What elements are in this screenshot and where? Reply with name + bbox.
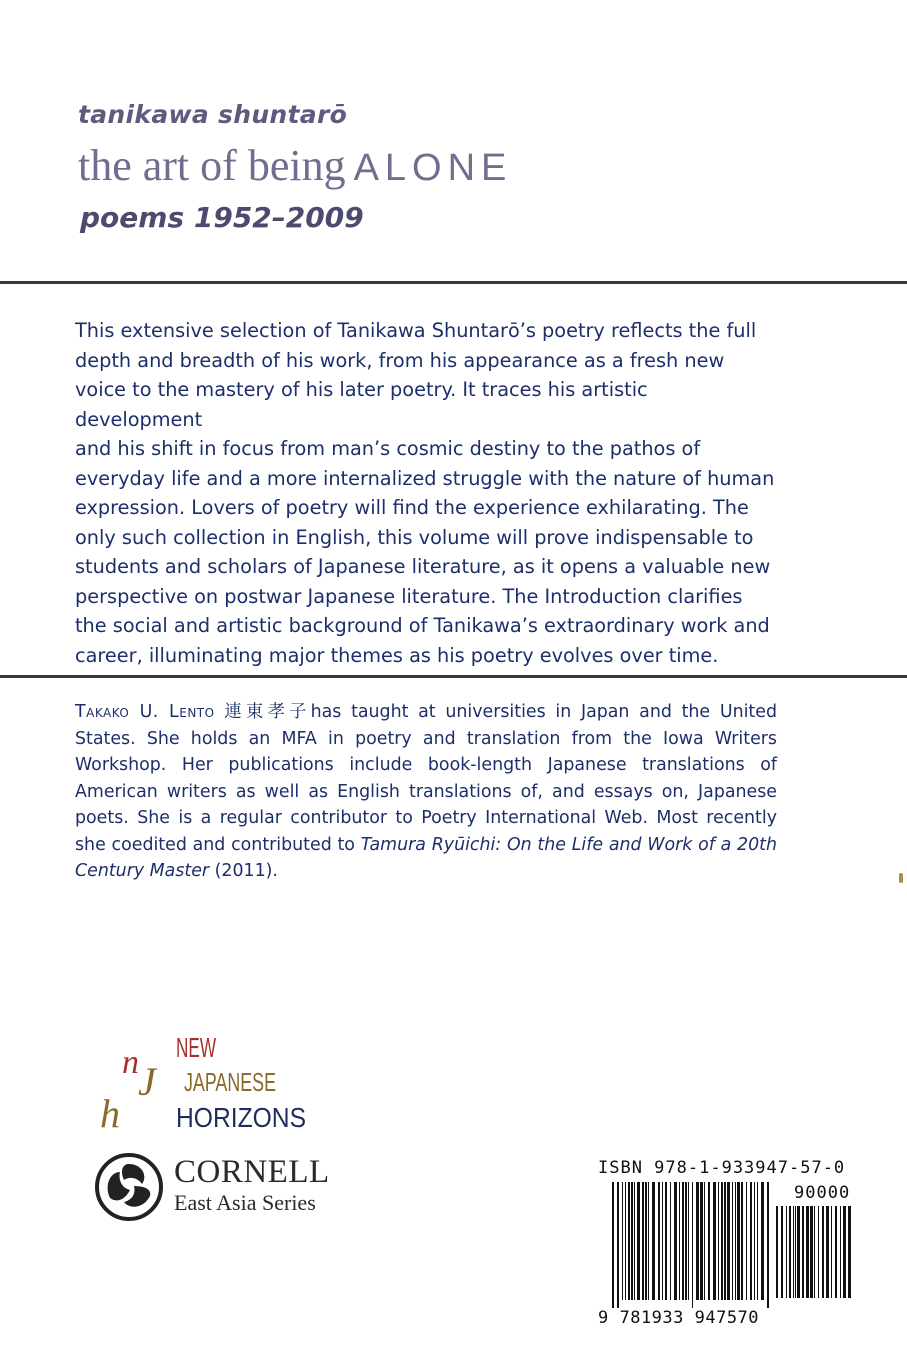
top-divider [0, 281, 907, 284]
barcode-bar [625, 1182, 626, 1300]
barcode-bar [802, 1206, 804, 1298]
barcode-bar [642, 1182, 644, 1300]
logo-line-japanese: JAPANESE [184, 1067, 276, 1097]
barcode-bar [634, 1182, 635, 1300]
barcode-bar [708, 1182, 710, 1300]
blurb-line: students and scholars of Japanese literature, as it opens a valuable new [75, 555, 771, 578]
barcode-bar [806, 1206, 809, 1298]
ean-digits: 9 781933 947570 [598, 1308, 760, 1328]
title-prefix: the art of being [78, 141, 346, 190]
blurb-line: voice to the mastery of his later poetry. It traces his artistic development [75, 378, 648, 431]
barcode-bar [831, 1206, 832, 1298]
barcode-bar [652, 1182, 655, 1300]
barcode-bar [789, 1206, 791, 1298]
barcode-bar [757, 1182, 758, 1300]
barcode-bar [662, 1182, 663, 1300]
barcode-bar [746, 1182, 747, 1300]
middle-divider [0, 675, 907, 678]
barcode-bar [674, 1182, 677, 1300]
logo-monogram-n: n [122, 1044, 139, 1081]
book-title [78, 140, 512, 191]
barcode-bar [754, 1182, 755, 1300]
barcode-bar [645, 1182, 647, 1300]
blurb-line: depth and breadth of his work, from his appearance as a fresh new [75, 348, 725, 372]
blurb-line: the social and artistic background of Tanikawa’s extraordinary work and [75, 614, 770, 637]
barcode-bar [818, 1206, 819, 1298]
author-name: tanikawa shuntarō [78, 100, 348, 129]
blurb-line: only such collection in English, this volume will prove indispensable to [75, 525, 754, 549]
barcode-bar [658, 1182, 660, 1300]
barcode-bar [637, 1182, 640, 1300]
barcode-bar [750, 1182, 752, 1300]
logo-monogram-j: J [138, 1059, 156, 1104]
blurb-line: This extensive selection of Tanikawa Shuntarō’s poetry reflects the full [75, 319, 757, 342]
tomoe-seal-icon [94, 1152, 164, 1222]
blurb-line: and his shift in focus from man’s cosmic destiny to the pathos of [75, 437, 701, 460]
new-japanese-horizons-logo [100, 1025, 330, 1135]
publisher-series: East Asia Series [174, 1190, 316, 1215]
barcode-bar [679, 1182, 680, 1300]
barcode-bar [704, 1182, 705, 1300]
barcode-bar [797, 1206, 800, 1298]
barcode-bar [685, 1182, 687, 1300]
barcode-bar [826, 1206, 829, 1298]
barcode-bar [727, 1182, 730, 1300]
barcode-bar [776, 1206, 778, 1298]
logo-line-new: NEW [176, 1032, 217, 1063]
barcode-bar [814, 1206, 815, 1298]
barcode-bar [692, 1182, 693, 1308]
barcode-bar [648, 1182, 649, 1300]
book-subtitle: poems 1952–2009 [80, 201, 364, 234]
barcode-bar [665, 1182, 667, 1300]
barcode-bar [628, 1182, 630, 1300]
barcode-bar [718, 1182, 719, 1300]
barcode-bar [617, 1182, 619, 1308]
barcode-bar [682, 1182, 684, 1300]
barcode-bar [713, 1182, 716, 1300]
bio-text: has taught at universities in Japan and the United States. She holds an MFA in poetry and translation from the Iowa Writers Workshop. Her publications include book-length Japanese translations of American writers as well as English translations of, and essays on, Japanese poets. She is a regular contributor to Poetry International Web. Most recently she coedited and contributed to [75, 702, 777, 855]
cornell-east-asia-logo [94, 1150, 394, 1225]
barcode-bar [631, 1182, 633, 1300]
blurb-line: everyday life and a more internalized struggle with the nature of human [75, 466, 775, 490]
blurb-line: expression. Lovers of poetry will find the experience exhilarating. The [75, 496, 749, 519]
edge-mark [899, 873, 903, 883]
barcode-bar [721, 1182, 723, 1300]
blurb-line: career, illuminating major themes as his poetry evolves over time. [75, 643, 719, 667]
barcode-bar [670, 1182, 671, 1300]
barcode-bar [732, 1182, 733, 1300]
logo-monogram-h: h [100, 1091, 120, 1135]
barcode-bar [612, 1182, 614, 1308]
barcode-bar [688, 1182, 689, 1300]
barcode-bar [793, 1206, 794, 1298]
bio-text-end: (2011). [209, 861, 278, 881]
barcode-bar [786, 1206, 787, 1298]
price-code: 90000 [794, 1183, 851, 1203]
barcode-bar [622, 1182, 623, 1300]
addon-bars [776, 1206, 854, 1308]
translator-name: Takako U. Lento [75, 702, 215, 722]
barcode-bar [781, 1206, 783, 1298]
publisher-name: CORNELL [174, 1154, 330, 1190]
barcode-bar [843, 1206, 846, 1298]
barcode-bar [767, 1182, 769, 1308]
title-emphasis: ALONE [353, 147, 513, 189]
barcode-bar [737, 1182, 740, 1300]
translator-name-kanji: 連東孝子 [224, 702, 311, 722]
barcode-bar [735, 1182, 736, 1300]
barcode-bar [795, 1206, 796, 1298]
barcode-bar [741, 1182, 743, 1300]
barcode-bar [848, 1206, 851, 1298]
barcode-bar [810, 1206, 813, 1298]
blurb-line: perspective on postwar Japanese literature. The Introduction clarifies [75, 584, 743, 608]
referenced-book-title: Tamura Ryūichi: On the Life and Work of a 20th Century Master [75, 834, 778, 881]
logo-line-horizons: HORIZONS [176, 1102, 306, 1133]
ean13-bars [612, 1182, 772, 1308]
barcode-bar [724, 1182, 726, 1300]
blurb-paragraph [75, 316, 775, 670]
barcode-bar [822, 1206, 824, 1298]
barcode-bar [835, 1206, 837, 1298]
barcode-bar [700, 1182, 703, 1300]
translator-bio [75, 699, 777, 885]
barcode-bar [840, 1206, 841, 1298]
barcode-bar [696, 1182, 699, 1300]
isbn-barcode [598, 1158, 856, 1333]
isbn-label: ISBN 978-1-933947-57-0 [598, 1158, 846, 1178]
barcode-bar [761, 1182, 764, 1300]
